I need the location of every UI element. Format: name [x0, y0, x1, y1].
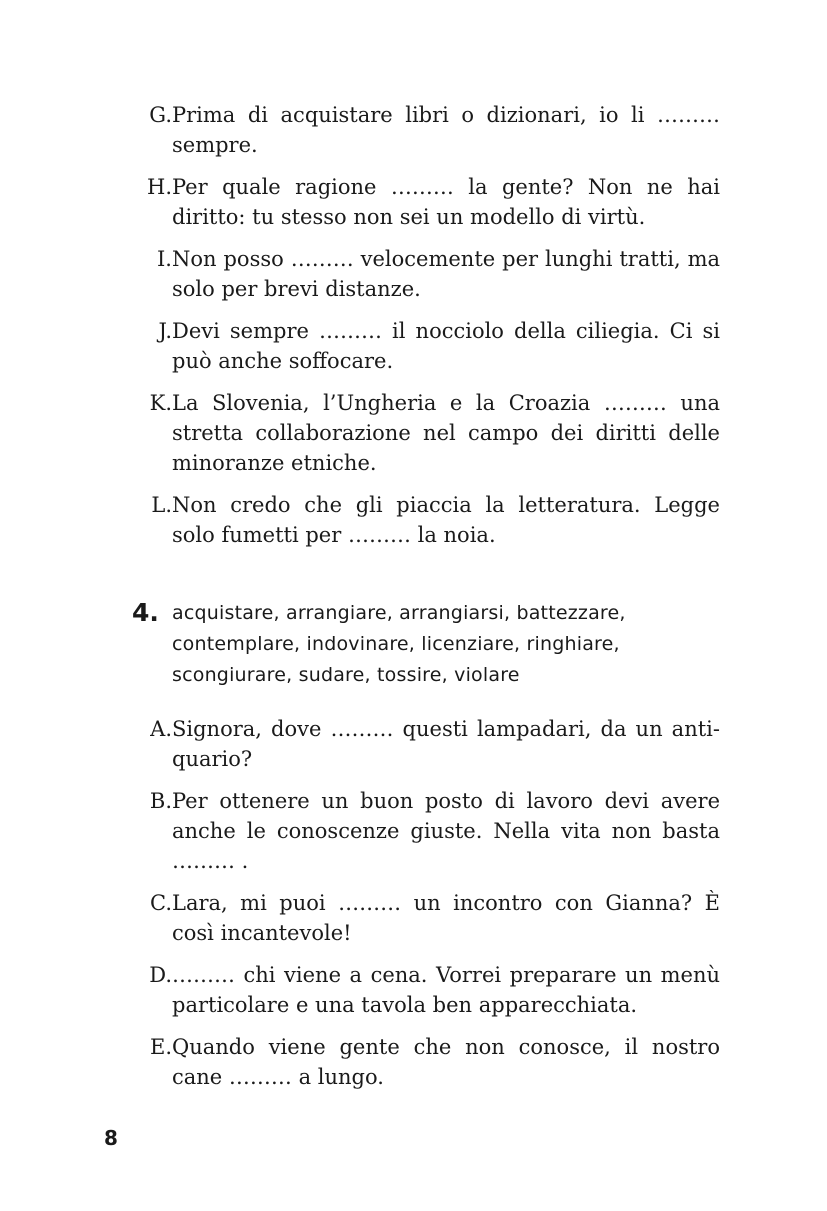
sentence-item-h: [128, 172, 720, 232]
item-text: La Slovenia, l’Ungheria e la Croazia ……… una stretta collaborazione nel campo dei diritti delle minoranze etniche.: [172, 391, 720, 475]
item-text: Quando viene gente che non conosce, il nostro cane ……… a lungo.: [172, 1035, 720, 1089]
item-text: Prima di acquistare libri o dizionari, io li ……… sempre.: [172, 103, 720, 157]
exercise-number: 4.: [132, 598, 159, 627]
item-letter: [128, 172, 172, 202]
item-letter-text: E.: [149, 1035, 172, 1059]
item-text: Non credo che gli piaccia la letteratura. Legge solo fumetti per ……… la noia.: [172, 493, 720, 547]
item-text: Per ottenere un buon posto di lavoro devi avere anche le conoscenze giuste. Nella vita non basta ……… .: [172, 789, 720, 873]
sentence-item-i: [128, 244, 720, 304]
item-letter-text: H.: [147, 175, 172, 199]
sentence-item-l: [128, 490, 720, 550]
item-letter: [128, 714, 172, 744]
item-letter-text: K.: [149, 391, 172, 415]
item-letter-text: A.: [150, 717, 172, 741]
item-text: Lara, mi puoi ……… un incontro con Gianna? È così incantevole!: [172, 891, 720, 945]
sentence-item-e: [128, 1032, 720, 1092]
sentence-item-c: [128, 888, 720, 948]
item-letter: [128, 1032, 172, 1062]
sentence-item-k: [128, 388, 720, 478]
sentence-item-a: [128, 714, 720, 774]
item-letter-text: D.: [149, 963, 172, 987]
item-letter: [128, 388, 172, 418]
sentence-item-b: [128, 786, 720, 876]
item-letter-text: J.: [158, 319, 172, 343]
item-letter: [128, 100, 172, 130]
exercise-3-sentences: [128, 100, 720, 562]
item-text: Devi sempre ……… il nocciolo della ciliegia. Ci si può anche soffocare.: [172, 319, 720, 373]
item-letter-text: G.: [149, 103, 172, 127]
item-letter-text: I.: [157, 247, 172, 271]
item-letter: [128, 888, 172, 918]
item-letter-text: C.: [150, 891, 172, 915]
sentence-item-j: [128, 316, 720, 376]
item-text: ……… chi viene a cena. Vorrei preparare un menù particolare e una tavola ben apparecchiata.: [172, 963, 720, 1017]
item-letter: [128, 490, 172, 520]
item-letter: [128, 960, 172, 990]
sentence-item-g: [128, 100, 720, 160]
word-bank: acquistare, arrangiare, arrangiarsi, battezzare, contemplare, indovinare, licenziare, ringhiare, scongiurare, sudare, tossire, violare: [172, 602, 626, 686]
item-letter: [128, 244, 172, 274]
exercise-4-header: [132, 598, 732, 691]
item-letter: [128, 316, 172, 346]
item-text: Non posso ……… velocemente per lunghi tratti, ma solo per brevi distanze.: [172, 247, 720, 301]
item-text: Per quale ragione ……… la gente? Non ne hai diritto: tu stesso non sei un modello di virtù.: [172, 175, 720, 229]
sentence-item-d: [128, 960, 720, 1020]
item-text: Signora, dove ……… questi lampadari, da un antiquario?: [172, 717, 720, 771]
item-letter-text: B.: [149, 789, 172, 813]
item-letter-text: L.: [151, 493, 172, 517]
exercise-4-sentences: [128, 714, 720, 1104]
item-letter: [128, 786, 172, 816]
page-number: 8: [104, 1126, 118, 1150]
